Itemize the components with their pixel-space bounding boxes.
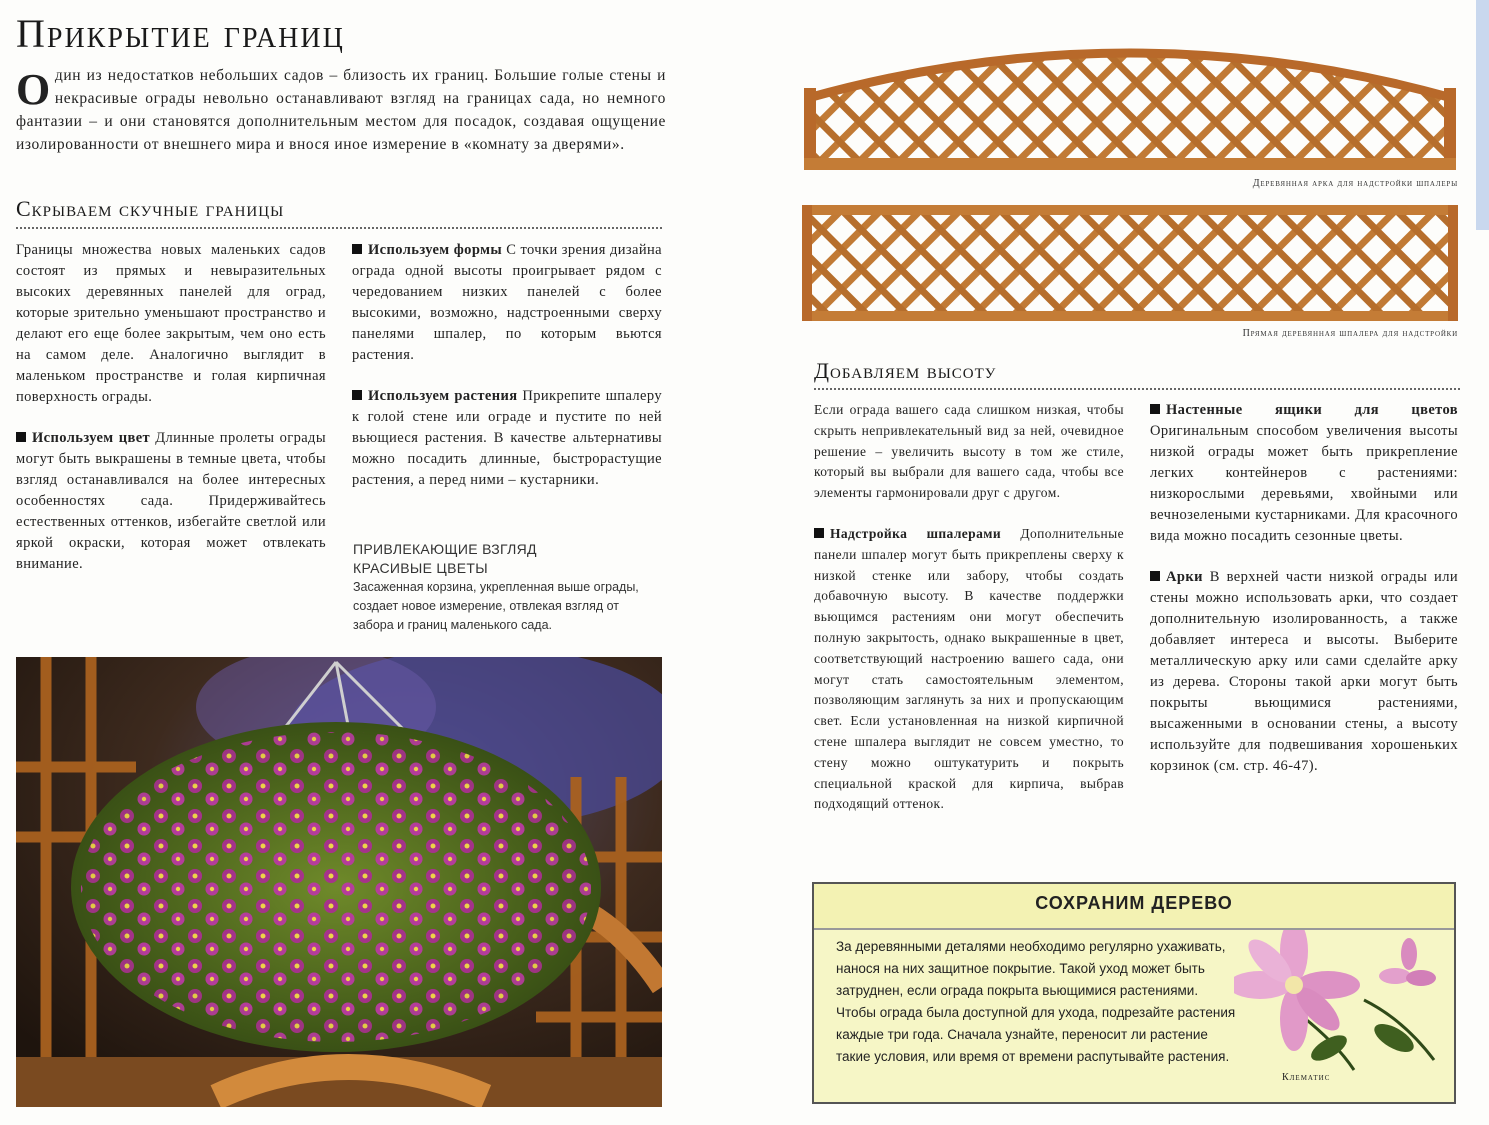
bullet-square-icon xyxy=(1150,404,1160,414)
intro-text: дин из недостатков небольших садов – близость их границ. Большие голые стены и некрасивые ограды невольно останавливают взгляд на границах сада, но немного фантазии – и они становятся дополнительным местом для посадок, создавая ощущение изолированности от внешнего мира и внося иное измерение в «комнату за дверями». xyxy=(16,67,666,153)
intro-paragraph xyxy=(16,64,666,156)
clematis-flower-image xyxy=(1234,930,1456,1072)
hanging-basket-image xyxy=(16,657,662,1107)
arch-trellis-image xyxy=(800,18,1460,174)
paragraph-lead: Используем растения xyxy=(368,388,518,404)
paragraph: Границы множества новых маленьких садов состоят из прямых и невыразительных высоких деревянных панелей для оград, которые зрительно уменьшают пространство и делают его еще более закрытым, чем оно есть на самом деле. Аналогично выглядит в маленьком пространстве и голая кирпичная поверхность ограды. xyxy=(16,242,326,405)
paragraph xyxy=(814,524,1124,815)
dotted-divider xyxy=(16,227,662,229)
drop-cap: О xyxy=(16,65,51,114)
paragraph-text: С точки зрения дизайна ограда одной высоты проигрывает рядом с чередованием низких панелей с более высокими, возможно, надстроенными сверху панелями шпалер, по которым вьются растения. xyxy=(352,242,663,363)
caption-heading-line2: КРАСИВЫЕ ЦВЕТЫ xyxy=(353,560,488,576)
photo-caption xyxy=(353,540,663,635)
paragraph-text: Прикрепите шпалеру к голой стене или ограде и пустите по ней вьющиеся растения. В качестве альтернативы можно посадить длинные, быстрорастущие растения, а перед ними – кустарники. xyxy=(352,388,662,488)
paragraph xyxy=(352,386,662,491)
caption-heading-line1: ПРИВЛЕКАЮЩИЕ ВЗГЛЯД xyxy=(353,541,537,557)
arch-trellis-svg xyxy=(800,18,1460,174)
hanging-basket-photo xyxy=(16,657,662,1107)
paragraph xyxy=(1150,400,1458,547)
section2-column2 xyxy=(1150,400,1458,797)
section1-column1 xyxy=(16,240,326,595)
paragraph-lead: Арки xyxy=(1166,569,1203,585)
straight-trellis-image xyxy=(802,205,1458,321)
plant-caption: Клематис xyxy=(1282,1072,1331,1083)
arch-trellis-caption: Деревянная арка для надстройки шпалеры xyxy=(1252,178,1458,189)
tip-text: За деревянными деталями необходимо регулярно ухаживать, нанося на них защитное покрытие. Такой уход может быть затруднен, если ограда покрыта вьющимися растениями. Чтобы ограда была доступной для ухода, подрезайте растения каждые три года. Сначала узнайте, переносит ли растение такие условия, или время от времени распутывайте растения. xyxy=(836,939,1236,1064)
paragraph-text: В верхней части низкой ограды или стены можно использовать арки, что создает дополнительную изолированность, а также добавляет интереса и высоты. Выберите металлическую арку или сами сделайте арку из дерева. Стороны такой арки могут быть покрыты вьющимися растениями, высаженными в основании стены, а высоту используйте для подвешивания хорошеньких корзинок (см. стр. 46-47). xyxy=(1150,569,1458,774)
paragraph: Если ограда вашего сада слишком низкая, чтобы скрыть непривлекательный вид за ней, очевидное решение – увеличить высоту в том же стиле, который вы выбрали для вашего сада, чтобы все элементы гармонировали друг с другом. xyxy=(814,402,1124,501)
paragraph-text: Длинные пролеты ограды могут быть выкрашены в темные цвета, чтобы взгляд останавливался на более интересных особенностях сада. Придерживайтесь естественных оттенков, избегайте светлой или яркой окраски, которая может отвлекать внимание. xyxy=(16,430,326,572)
bullet-square-icon xyxy=(16,432,26,442)
paragraph xyxy=(1150,567,1458,777)
bullet-square-icon xyxy=(352,244,362,254)
bullet-square-icon xyxy=(814,528,824,538)
paragraph-lead: Надстройка шпалерами xyxy=(830,525,1002,541)
caption-text: Засаженная корзина, укрепленная выше ограды, создает новое измерение, отвлекая взгляд от забора и границ маленького сада. xyxy=(353,580,639,632)
straight-trellis-svg xyxy=(802,205,1458,321)
section1-column2 xyxy=(352,240,662,511)
bullet-square-icon xyxy=(352,390,362,400)
dotted-divider xyxy=(814,388,1460,390)
paragraph-text: Оригинальным способом увеличения высоты низкой ограды может быть прикрепление легких контейнеров с растениями: низкорослыми деревьями, хвойными или вечнозелеными кустарниками. Для красочного вида можно посадить сезонные цветы. xyxy=(1150,423,1458,544)
paragraph xyxy=(352,240,662,366)
tip-title-bar xyxy=(814,884,1454,930)
tip-box xyxy=(812,882,1456,1104)
paragraph-lead: Настенные ящики для цветов xyxy=(1166,402,1458,418)
paragraph-lead: Используем цвет xyxy=(32,430,151,446)
page-title: Прикрытие границ xyxy=(16,11,345,56)
tip-title: СОХРАНИМ ДЕРЕВО xyxy=(1035,893,1233,913)
page-edge-tab xyxy=(1476,0,1489,230)
section-heading-add-height: Добавляем высоту xyxy=(814,358,997,383)
paragraph-lead: Используем формы xyxy=(368,242,503,258)
bullet-square-icon xyxy=(1150,571,1160,581)
straight-trellis-caption: Прямая деревянная шпалера для надстройки xyxy=(1242,328,1458,339)
section-heading-hide-borders: Скрываем скучные границы xyxy=(16,196,285,221)
section2-column1 xyxy=(814,400,1124,835)
paragraph xyxy=(16,428,326,575)
paragraph-text: Дополнительные панели шпалер могут быть прикреплены сверху к низкой стенке или забору, чтобы создать добавочную высоту. В качестве поддержки вьющимся растениям они могут обеспечить полную закрытость, однако выкрашенные в цвет, соответствующий настроению вашего сада, они могут стать самостоятельным элементом, позволяющим заглянуть за них и пропускающим свет. Если установленная на низкой кирпичной стене шпалера выглядит не совсем уместно, то стену можно оштукатурить и покрыть специальной краской для кирпича, выбрав подходящий оттенок. xyxy=(814,525,1124,812)
